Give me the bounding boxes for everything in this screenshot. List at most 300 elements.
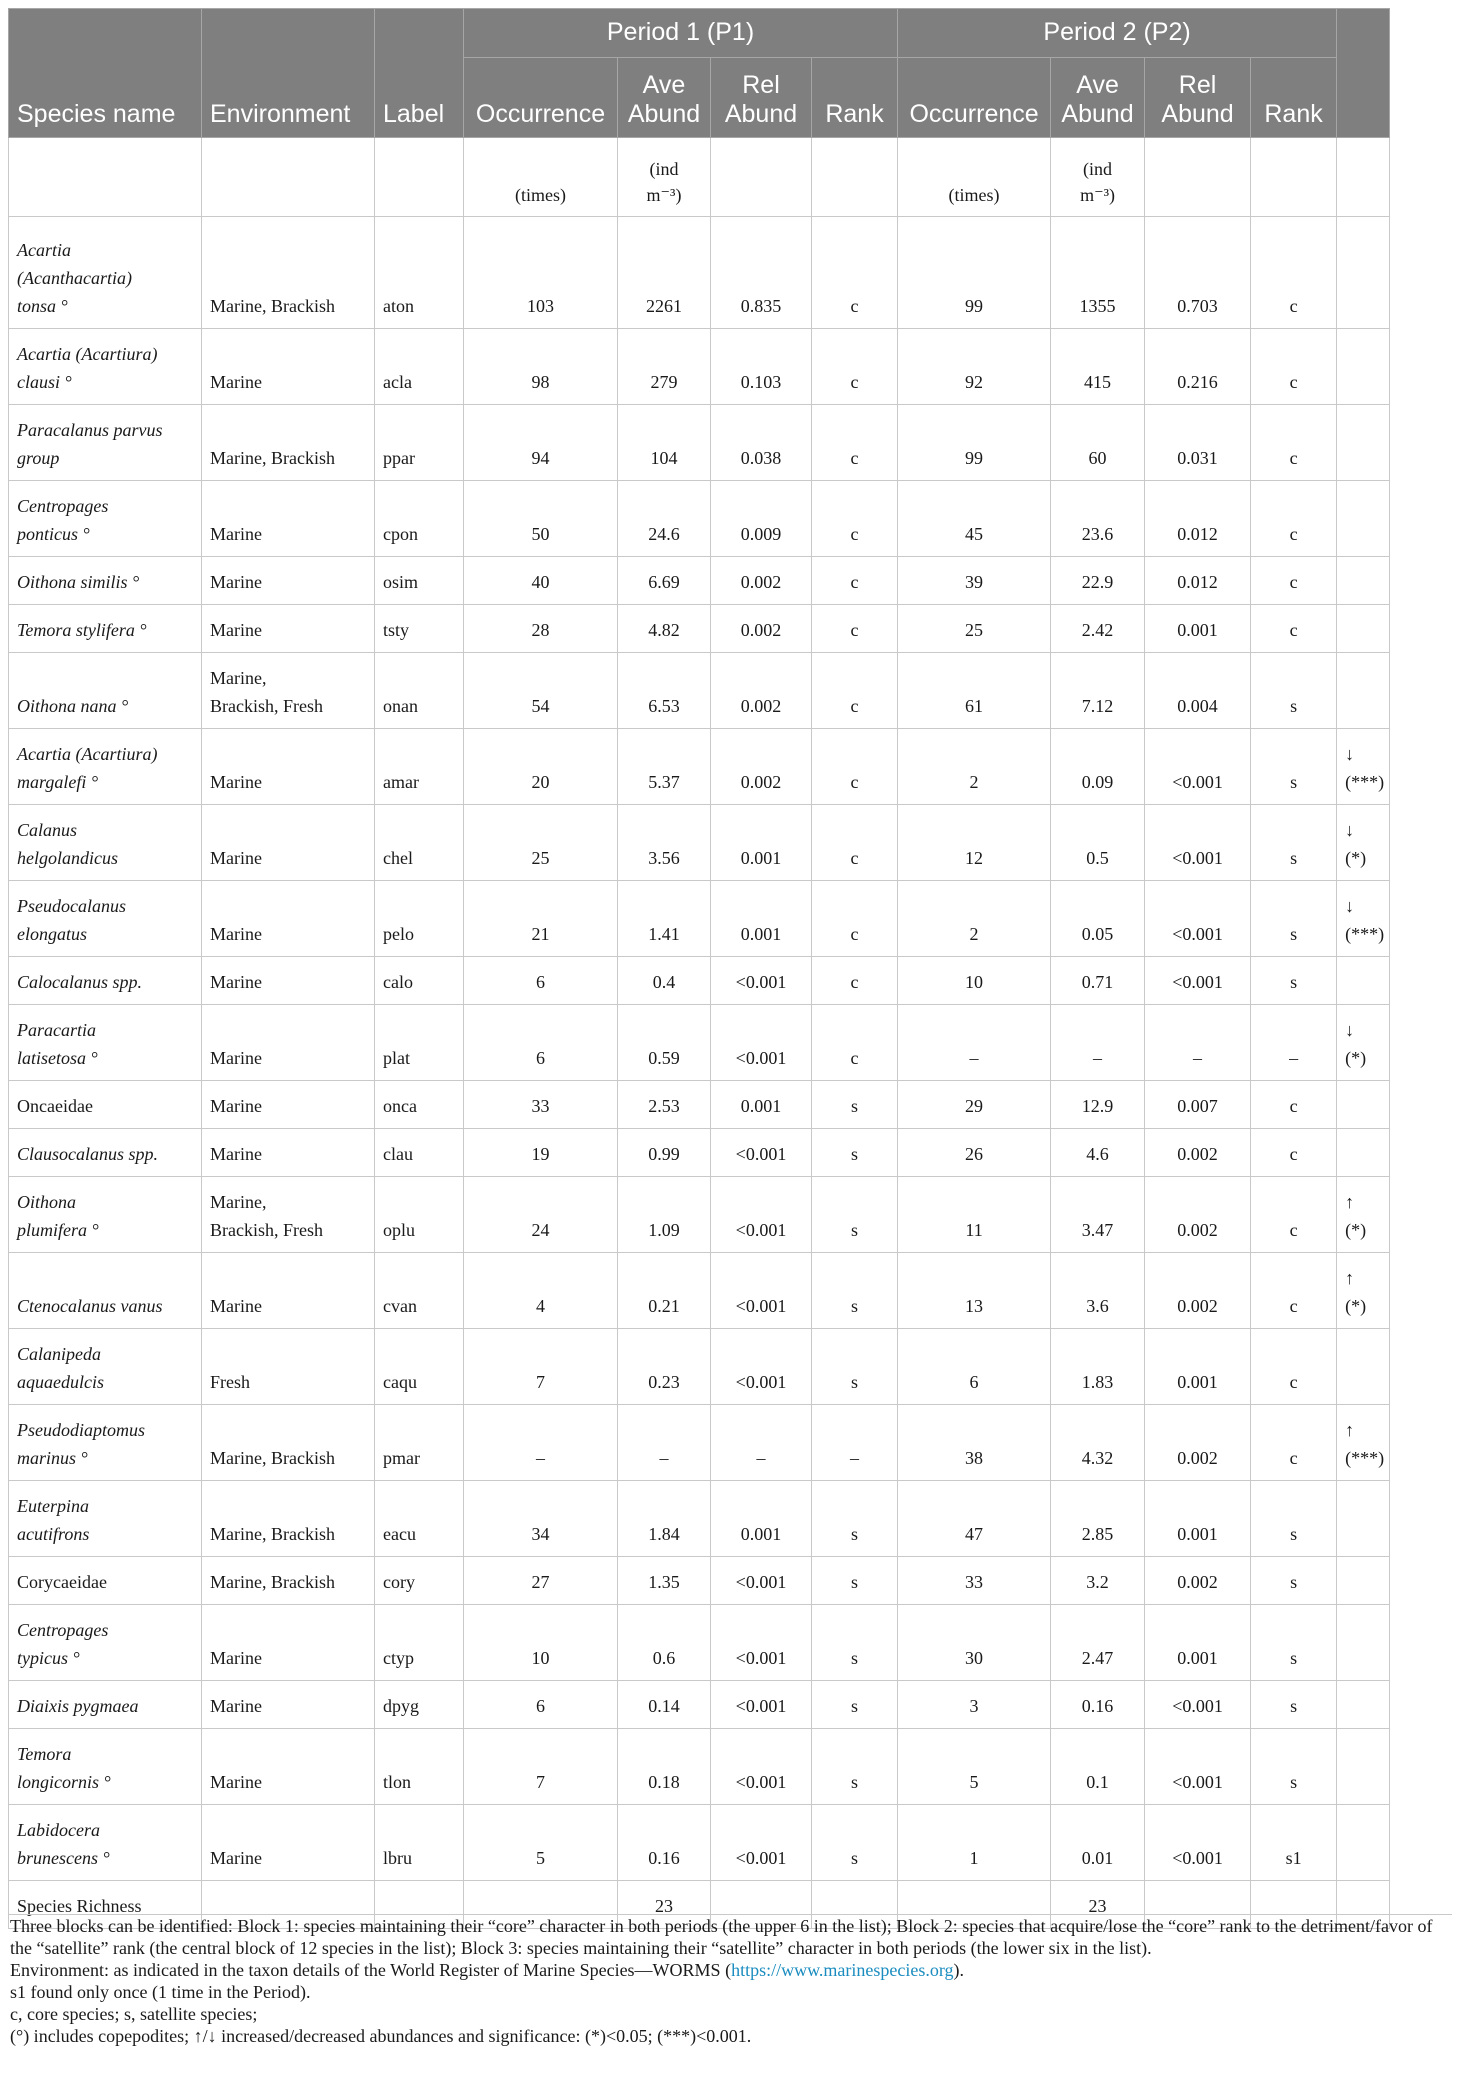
p1-rank-cell: c: [812, 957, 898, 1005]
p1-occurrence-cell: 28: [464, 605, 618, 653]
p1-rank-cell: s: [812, 1177, 898, 1253]
species-name-cell: Diaixis pygmaea: [9, 1681, 202, 1729]
p1-occurrence-cell: 27: [464, 1557, 618, 1605]
unit-p2-ave-abund: (ind m⁻³): [1051, 138, 1145, 217]
p1-rank-cell: c: [812, 881, 898, 957]
p2-rel-abund-cell: 0.001: [1145, 605, 1251, 653]
p2-rel-abund-cell: 0.001: [1145, 1605, 1251, 1681]
p1-rank-cell: s: [812, 1081, 898, 1129]
p1-ave-abund-cell: 279: [618, 329, 711, 405]
p1-rel-abund-cell: 0.103: [711, 329, 812, 405]
p1-ave-abund-cell: 3.56: [618, 805, 711, 881]
table-row: [9, 805, 1390, 881]
p1-occurrence-cell: 24: [464, 1177, 618, 1253]
environment-cell: Fresh: [202, 1329, 375, 1405]
p2-rank-cell: c: [1251, 217, 1337, 329]
p2-ave-abund-cell: 0.5: [1051, 805, 1145, 881]
species-name-cell: Pseudocalanus elongatus: [9, 881, 202, 957]
environment-cell: Marine: [202, 805, 375, 881]
label-cell: pelo: [375, 881, 464, 957]
environment-cell: Marine: [202, 1081, 375, 1129]
significance-cell: [1337, 957, 1390, 1005]
environment-cell: Marine: [202, 1805, 375, 1881]
label-cell: tlon: [375, 1729, 464, 1805]
p1-ave-abund-cell: 0.21: [618, 1253, 711, 1329]
p1-ave-abund-cell: 0.6: [618, 1605, 711, 1681]
p2-rank-cell: s: [1251, 805, 1337, 881]
p1-ave-abund-cell: 2.53: [618, 1081, 711, 1129]
p1-rel-abund-cell: <0.001: [711, 1005, 812, 1081]
species-name-cell: Temora stylifera °: [9, 605, 202, 653]
p2-ave-abund-cell: 3.6: [1051, 1253, 1145, 1329]
environment-cell: Marine, Brackish: [202, 405, 375, 481]
p2-ave-abund-cell: 0.09: [1051, 729, 1145, 805]
p1-rank-cell: c: [812, 653, 898, 729]
environment-cell: Marine: [202, 1129, 375, 1177]
p2-occurrence-cell: 12: [898, 805, 1051, 881]
p2-ave-abund-cell: 7.12: [1051, 653, 1145, 729]
p1-ave-abund-cell: –: [618, 1405, 711, 1481]
p1-rank-cell: c: [812, 217, 898, 329]
environment-cell: Marine: [202, 557, 375, 605]
p2-rel-abund-cell: <0.001: [1145, 729, 1251, 805]
table-row: [9, 881, 1390, 957]
p2-ave-abund-cell: 0.05: [1051, 881, 1145, 957]
table-row: [9, 1253, 1390, 1329]
species-name-cell: Calanus helgolandicus: [9, 805, 202, 881]
p2-rel-abund-cell: 0.002: [1145, 1129, 1251, 1177]
table-row: [9, 1081, 1390, 1129]
p2-rank-cell: c: [1251, 557, 1337, 605]
environment-cell: Marine: [202, 1729, 375, 1805]
col-environment: Environment: [202, 9, 375, 138]
p2-col-rel-abund: Rel Abund: [1145, 58, 1251, 138]
p2-ave-abund-cell: 415: [1051, 329, 1145, 405]
p1-occurrence-cell: 34: [464, 1481, 618, 1557]
p1-rank-cell: c: [812, 481, 898, 557]
col-label: Label: [375, 9, 464, 138]
p1-rank-cell: c: [812, 405, 898, 481]
p1-rank-cell: –: [812, 1405, 898, 1481]
p2-occurrence-cell: 29: [898, 1081, 1051, 1129]
environment-cell: Marine: [202, 729, 375, 805]
p1-rel-abund-cell: 0.001: [711, 881, 812, 957]
p2-rank-cell: –: [1251, 1005, 1337, 1081]
p2-ave-abund-cell: 23.6: [1051, 481, 1145, 557]
p2-occurrence-cell: 11: [898, 1177, 1051, 1253]
label-cell: osim: [375, 557, 464, 605]
significance-cell: ↓ (*): [1337, 805, 1390, 881]
p2-ave-abund-cell: 3.47: [1051, 1177, 1145, 1253]
environment-cell: Marine: [202, 1681, 375, 1729]
species-name-cell: Labidocera brunescens °: [9, 1805, 202, 1881]
species-name-cell: Pseudodiaptomus marinus °: [9, 1405, 202, 1481]
label-cell: ctyp: [375, 1605, 464, 1681]
p2-ave-abund-cell: 2.85: [1051, 1481, 1145, 1557]
table-body: [9, 138, 1390, 1929]
p2-rel-abund-cell: 0.703: [1145, 217, 1251, 329]
table-row: [9, 405, 1390, 481]
p2-rank-cell: c: [1251, 481, 1337, 557]
p2-rel-abund-cell: 0.001: [1145, 1481, 1251, 1557]
p1-ave-abund-cell: 0.99: [618, 1129, 711, 1177]
label-cell: cvan: [375, 1253, 464, 1329]
significance-cell: [1337, 1605, 1390, 1681]
environment-cell: Marine, Brackish: [202, 1557, 375, 1605]
p1-occurrence-cell: 94: [464, 405, 618, 481]
p2-occurrence-cell: 10: [898, 957, 1051, 1005]
environment-cell: Marine: [202, 1605, 375, 1681]
worms-link[interactable]: https://www.marinespecies.org: [731, 1960, 954, 1980]
table-row: [9, 1681, 1390, 1729]
significance-cell: [1337, 1481, 1390, 1557]
p1-rank-cell: s: [812, 1805, 898, 1881]
p2-rel-abund-cell: 0.002: [1145, 1557, 1251, 1605]
p2-rank-cell: c: [1251, 1177, 1337, 1253]
p1-rel-abund-cell: 0.001: [711, 1081, 812, 1129]
p2-rank-cell: c: [1251, 1129, 1337, 1177]
p2-occurrence-cell: 30: [898, 1605, 1051, 1681]
species-name-cell: Euterpina acutifrons: [9, 1481, 202, 1557]
p2-occurrence-cell: 6: [898, 1329, 1051, 1405]
p1-rel-abund-cell: 0.002: [711, 729, 812, 805]
environment-cell: Marine: [202, 605, 375, 653]
p2-rel-abund-cell: <0.001: [1145, 957, 1251, 1005]
label-cell: clau: [375, 1129, 464, 1177]
p1-rank-cell: c: [812, 729, 898, 805]
p2-ave-abund-cell: 4.6: [1051, 1129, 1145, 1177]
p1-rank-cell: c: [812, 805, 898, 881]
unit-p1-ave-abund: (ind m⁻³): [618, 138, 711, 217]
footnote-blocks: Three blocks can be identified: Block 1: species maintaining their “core” character in both periods (the upper 6 in the list); Block 2: species that acquire/lose the “core” rank to the detriment/favor of the “satellite” rank (the central block of 12 species in the list); Block 3: species maintaining their “satellite” character in both periods (the lower six in the list).: [10, 1916, 1433, 1958]
table-row: [9, 1005, 1390, 1081]
p2-occurrence-cell: 38: [898, 1405, 1051, 1481]
table-row: [9, 329, 1390, 405]
species-name-cell: Ctenocalanus vanus: [9, 1253, 202, 1329]
p2-rank-cell: c: [1251, 329, 1337, 405]
environment-cell: Marine: [202, 1005, 375, 1081]
p1-rel-abund-cell: 0.002: [711, 605, 812, 653]
environment-cell: Marine, Brackish: [202, 1481, 375, 1557]
p2-rank-cell: c: [1251, 1081, 1337, 1129]
significance-cell: [1337, 1805, 1390, 1881]
species-name-cell: Temora longicornis °: [9, 1729, 202, 1805]
p2-occurrence-cell: 2: [898, 729, 1051, 805]
p2-ave-abund-cell: 3.2: [1051, 1557, 1145, 1605]
significance-cell: [1337, 1329, 1390, 1405]
table-row: [9, 1177, 1390, 1253]
p2-occurrence-cell: –: [898, 1005, 1051, 1081]
p2-rel-abund-cell: <0.001: [1145, 881, 1251, 957]
p1-occurrence-cell: 103: [464, 217, 618, 329]
p1-ave-abund-cell: 1.84: [618, 1481, 711, 1557]
p1-ave-abund-cell: 24.6: [618, 481, 711, 557]
environment-cell: Marine: [202, 1253, 375, 1329]
p2-rel-abund-cell: 0.007: [1145, 1081, 1251, 1129]
col-significance: [1337, 9, 1390, 138]
table-row: [9, 1129, 1390, 1177]
p1-occurrence-cell: 7: [464, 1329, 618, 1405]
col-species-name: Species name: [9, 9, 202, 138]
table-row: [9, 1729, 1390, 1805]
p1-occurrence-cell: 54: [464, 653, 618, 729]
p2-rel-abund-cell: <0.001: [1145, 1681, 1251, 1729]
p2-rel-abund-cell: 0.002: [1145, 1253, 1251, 1329]
significance-cell: [1337, 1557, 1390, 1605]
unit-p1-occurrence: (times): [464, 138, 618, 217]
p1-occurrence-cell: 10: [464, 1605, 618, 1681]
p2-ave-abund-cell: 2.47: [1051, 1605, 1145, 1681]
p2-col-occurrence: Occurrence: [898, 58, 1051, 138]
p2-ave-abund-cell: 2.42: [1051, 605, 1145, 653]
p2-occurrence-cell: 45: [898, 481, 1051, 557]
p1-rel-abund-cell: 0.002: [711, 557, 812, 605]
p1-ave-abund-cell: 0.4: [618, 957, 711, 1005]
p2-rank-cell: s: [1251, 1481, 1337, 1557]
p2-rel-abund-cell: 0.012: [1145, 557, 1251, 605]
p1-rel-abund-cell: 0.009: [711, 481, 812, 557]
table-header: [9, 9, 1390, 138]
p1-rank-cell: c: [812, 557, 898, 605]
p1-rel-abund-cell: <0.001: [711, 1177, 812, 1253]
p1-ave-abund-cell: 4.82: [618, 605, 711, 653]
significance-cell: [1337, 405, 1390, 481]
p1-rel-abund-cell: 0.001: [711, 1481, 812, 1557]
p1-rank-cell: c: [812, 1005, 898, 1081]
p1-occurrence-cell: 4: [464, 1253, 618, 1329]
richness-label: Species Richness: [9, 1881, 202, 1929]
p2-occurrence-cell: 5: [898, 1729, 1051, 1805]
p1-occurrence-cell: 6: [464, 957, 618, 1005]
p2-rank-cell: s: [1251, 1605, 1337, 1681]
label-cell: cpon: [375, 481, 464, 557]
p2-rel-abund-cell: 0.002: [1145, 1177, 1251, 1253]
p2-occurrence-cell: 39: [898, 557, 1051, 605]
significance-cell: [1337, 1129, 1390, 1177]
p2-rank-cell: s: [1251, 957, 1337, 1005]
p1-rel-abund-cell: <0.001: [711, 957, 812, 1005]
p1-occurrence-cell: 33: [464, 1081, 618, 1129]
richness-p1: 23: [618, 1881, 711, 1929]
p1-ave-abund-cell: 104: [618, 405, 711, 481]
p2-rank-cell: s: [1251, 1681, 1337, 1729]
label-cell: onan: [375, 653, 464, 729]
label-cell: oplu: [375, 1177, 464, 1253]
p1-rel-abund-cell: <0.001: [711, 1253, 812, 1329]
environment-cell: Marine: [202, 881, 375, 957]
p2-occurrence-cell: 47: [898, 1481, 1051, 1557]
p2-rel-abund-cell: 0.001: [1145, 1329, 1251, 1405]
species-name-cell: Paracalanus parvus group: [9, 405, 202, 481]
p2-rank-cell: c: [1251, 405, 1337, 481]
significance-cell: [1337, 557, 1390, 605]
species-name-cell: Centropages typicus °: [9, 1605, 202, 1681]
label-cell: calo: [375, 957, 464, 1005]
p1-rel-abund-cell: 0.835: [711, 217, 812, 329]
label-cell: lbru: [375, 1805, 464, 1881]
p2-ave-abund-cell: 0.16: [1051, 1681, 1145, 1729]
environment-cell: Marine, Brackish: [202, 1405, 375, 1481]
significance-cell: [1337, 653, 1390, 729]
p2-rank-cell: s1: [1251, 1805, 1337, 1881]
table-footnotes: [8, 1914, 1452, 2047]
p2-occurrence-cell: 92: [898, 329, 1051, 405]
label-cell: plat: [375, 1005, 464, 1081]
label-cell: caqu: [375, 1329, 464, 1405]
p2-occurrence-cell: 13: [898, 1253, 1051, 1329]
p1-rel-abund-cell: <0.001: [711, 1129, 812, 1177]
environment-cell: Marine, Brackish: [202, 217, 375, 329]
p2-ave-abund-cell: 1.83: [1051, 1329, 1145, 1405]
p2-occurrence-cell: 33: [898, 1557, 1051, 1605]
table-row: [9, 1605, 1390, 1681]
p1-col-ave-abund: Ave Abund: [618, 58, 711, 138]
p2-occurrence-cell: 25: [898, 605, 1051, 653]
significance-cell: [1337, 1729, 1390, 1805]
p2-rank-cell: s: [1251, 1557, 1337, 1605]
p2-ave-abund-cell: 0.71: [1051, 957, 1145, 1005]
p1-occurrence-cell: 40: [464, 557, 618, 605]
p2-occurrence-cell: 2: [898, 881, 1051, 957]
p2-rel-abund-cell: 0.012: [1145, 481, 1251, 557]
label-cell: tsty: [375, 605, 464, 653]
environment-cell: Marine: [202, 329, 375, 405]
p2-ave-abund-cell: 12.9: [1051, 1081, 1145, 1129]
p1-occurrence-cell: 19: [464, 1129, 618, 1177]
p2-rel-abund-cell: <0.001: [1145, 1729, 1251, 1805]
significance-cell: ↑ (***): [1337, 1405, 1390, 1481]
table-row: [9, 729, 1390, 805]
environment-cell: Marine, Brackish, Fresh: [202, 653, 375, 729]
p2-rel-abund-cell: <0.001: [1145, 805, 1251, 881]
species-name-cell: Paracartia latisetosa °: [9, 1005, 202, 1081]
p1-ave-abund-cell: 0.59: [618, 1005, 711, 1081]
p1-occurrence-cell: 20: [464, 729, 618, 805]
p1-rel-abund-cell: <0.001: [711, 1681, 812, 1729]
p1-col-rank: Rank: [812, 58, 898, 138]
p2-ave-abund-cell: –: [1051, 1005, 1145, 1081]
species-name-cell: Clausocalanus spp.: [9, 1129, 202, 1177]
p2-occurrence-cell: 26: [898, 1129, 1051, 1177]
p1-ave-abund-cell: 0.16: [618, 1805, 711, 1881]
species-name-cell: Acartia (Acartiura) clausi °: [9, 329, 202, 405]
p1-rank-cell: s: [812, 1329, 898, 1405]
table-row: [9, 1481, 1390, 1557]
p1-rank-cell: c: [812, 329, 898, 405]
p2-occurrence-cell: 1: [898, 1805, 1051, 1881]
p2-rank-cell: s: [1251, 729, 1337, 805]
species-name-cell: Corycaeidae: [9, 1557, 202, 1605]
species-name-cell: Oithona similis °: [9, 557, 202, 605]
table-row: [9, 217, 1390, 329]
p2-rank-cell: c: [1251, 1329, 1337, 1405]
label-cell: cory: [375, 1557, 464, 1605]
p1-ave-abund-cell: 0.14: [618, 1681, 711, 1729]
table-row: [9, 605, 1390, 653]
table-row: [9, 557, 1390, 605]
environment-cell: Marine: [202, 481, 375, 557]
p2-col-rank: Rank: [1251, 58, 1337, 138]
label-cell: amar: [375, 729, 464, 805]
label-cell: acla: [375, 329, 464, 405]
environment-cell: Marine: [202, 957, 375, 1005]
p2-ave-abund-cell: 1355: [1051, 217, 1145, 329]
significance-cell: ↑ (*): [1337, 1253, 1390, 1329]
p1-rank-cell: s: [812, 1729, 898, 1805]
p2-ave-abund-cell: 60: [1051, 405, 1145, 481]
footnote-significance: (°) includes copepodites; ↑/↓ increased/decreased abundances and significance: (*)<0.05; (***)<0.001.: [10, 2026, 752, 2046]
label-cell: pmar: [375, 1405, 464, 1481]
p2-occurrence-cell: 3: [898, 1681, 1051, 1729]
significance-cell: ↑ (*): [1337, 1177, 1390, 1253]
p1-occurrence-cell: 50: [464, 481, 618, 557]
p2-rel-abund-cell: –: [1145, 1005, 1251, 1081]
p1-occurrence-cell: 6: [464, 1681, 618, 1729]
p2-rank-cell: s: [1251, 653, 1337, 729]
p1-occurrence-cell: –: [464, 1405, 618, 1481]
p1-rel-abund-cell: 0.001: [711, 805, 812, 881]
significance-cell: [1337, 1081, 1390, 1129]
significance-cell: ↓ (*): [1337, 1005, 1390, 1081]
p1-ave-abund-cell: 0.23: [618, 1329, 711, 1405]
table-row: [9, 957, 1390, 1005]
p2-rel-abund-cell: 0.031: [1145, 405, 1251, 481]
p1-occurrence-cell: 6: [464, 1005, 618, 1081]
significance-cell: ↓ (***): [1337, 881, 1390, 957]
p2-occurrence-cell: 99: [898, 217, 1051, 329]
label-cell: aton: [375, 217, 464, 329]
table-row: [9, 1805, 1390, 1881]
significance-cell: [1337, 605, 1390, 653]
p1-rel-abund-cell: <0.001: [711, 1557, 812, 1605]
p1-rank-cell: s: [812, 1253, 898, 1329]
species-name-cell: Oncaeidae: [9, 1081, 202, 1129]
p2-rank-cell: c: [1251, 1253, 1337, 1329]
species-name-cell: Centropages ponticus °: [9, 481, 202, 557]
p1-col-rel-abund: Rel Abund: [711, 58, 812, 138]
p1-ave-abund-cell: 0.18: [618, 1729, 711, 1805]
footnote-core-satellite: c, core species; s, satellite species;: [10, 2004, 258, 2024]
p1-rank-cell: c: [812, 605, 898, 653]
p2-rank-cell: s: [1251, 1729, 1337, 1805]
table-row: [9, 653, 1390, 729]
p2-rel-abund-cell: 0.002: [1145, 1405, 1251, 1481]
p1-rel-abund-cell: <0.001: [711, 1805, 812, 1881]
p2-rank-cell: c: [1251, 605, 1337, 653]
table-row: [9, 1405, 1390, 1481]
p2-ave-abund-cell: 0.1: [1051, 1729, 1145, 1805]
p1-occurrence-cell: 25: [464, 805, 618, 881]
species-name-cell: Acartia (Acanthacartia) tonsa °: [9, 217, 202, 329]
table-wrapper: [8, 8, 1452, 1929]
p1-rank-cell: s: [812, 1481, 898, 1557]
p1-rel-abund-cell: <0.001: [711, 1729, 812, 1805]
p1-ave-abund-cell: 2261: [618, 217, 711, 329]
significance-cell: [1337, 329, 1390, 405]
p1-ave-abund-cell: 1.09: [618, 1177, 711, 1253]
significance-cell: ↓ (***): [1337, 729, 1390, 805]
p2-occurrence-cell: 61: [898, 653, 1051, 729]
p1-ave-abund-cell: 1.35: [618, 1557, 711, 1605]
footnote-s1: s1 found only once (1 time in the Period).: [10, 1982, 311, 2002]
p2-ave-abund-cell: 4.32: [1051, 1405, 1145, 1481]
species-name-cell: Acartia (Acartiura) margalefi °: [9, 729, 202, 805]
p2-rank-cell: s: [1251, 881, 1337, 957]
p1-occurrence-cell: 98: [464, 329, 618, 405]
significance-cell: [1337, 1681, 1390, 1729]
p1-col-occurrence: Occurrence: [464, 58, 618, 138]
units-row: [9, 138, 1390, 217]
